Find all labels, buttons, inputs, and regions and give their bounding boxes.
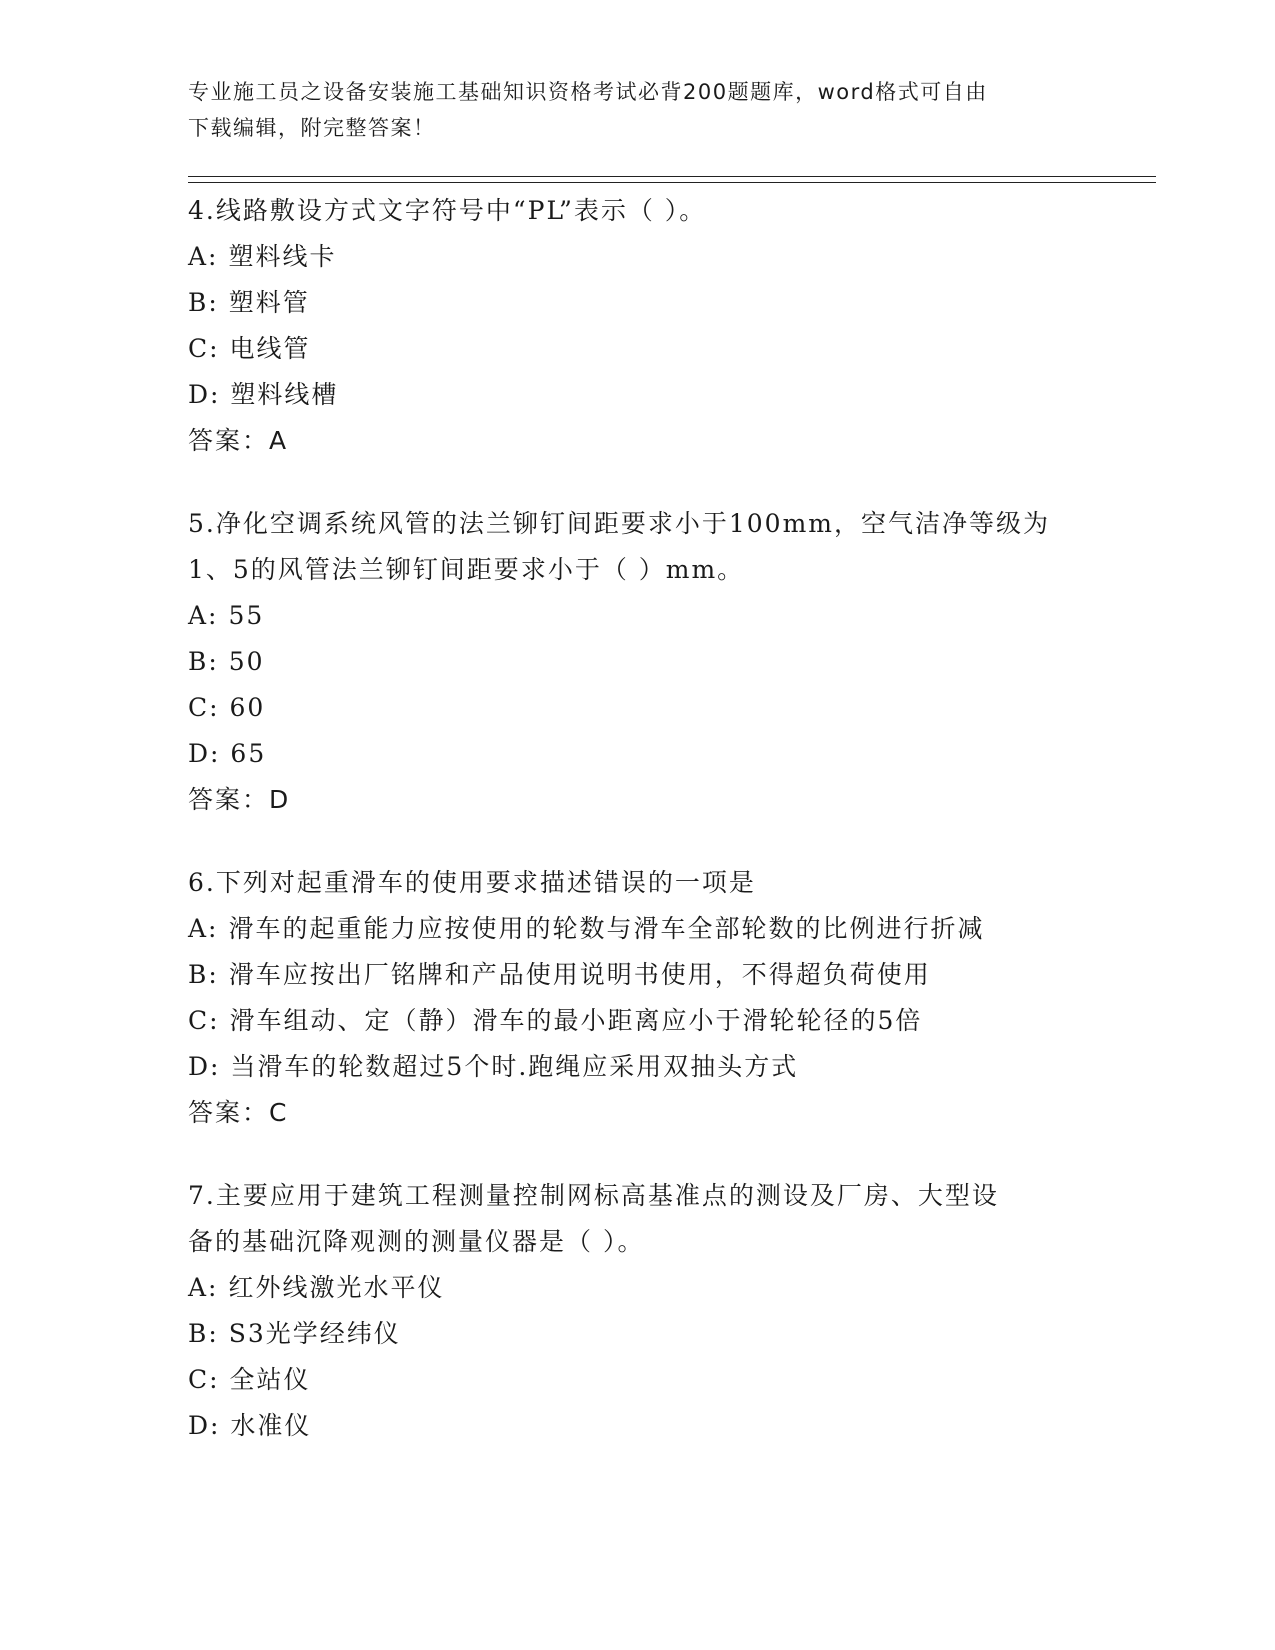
question-list bbox=[188, 188, 1088, 1486]
option-letter: C: bbox=[188, 334, 220, 363]
document-header bbox=[188, 74, 1068, 146]
answer-value: A bbox=[269, 426, 289, 455]
option-text: 60 bbox=[229, 693, 266, 722]
header-divider-bottom bbox=[188, 182, 1156, 183]
option-c bbox=[188, 1357, 1088, 1403]
option-letter: C: bbox=[188, 693, 220, 722]
option-letter: A: bbox=[188, 601, 219, 630]
header-divider-top bbox=[188, 176, 1156, 177]
question-stem: 4.线路敷设方式文字符号中“PL”表示（ ）。 bbox=[188, 196, 707, 225]
answer-label: 答案： bbox=[188, 785, 270, 814]
option-c bbox=[188, 685, 1088, 731]
option-b bbox=[188, 639, 1088, 685]
answer-value: D bbox=[269, 785, 291, 814]
option-letter: B: bbox=[188, 647, 219, 676]
option-letter: C: bbox=[188, 1006, 220, 1035]
option-text: 滑车组动、定（静）滑车的最小距离应小于滑轮轮径的5倍 bbox=[229, 1006, 923, 1035]
option-b bbox=[188, 952, 1088, 998]
option-a bbox=[188, 906, 1088, 952]
option-text: 塑料线卡 bbox=[228, 242, 337, 271]
option-text: 65 bbox=[230, 739, 267, 768]
option-text: 滑车的起重能力应按使用的轮数与滑车全部轮数的比例进行折减 bbox=[228, 914, 985, 943]
option-letter: A: bbox=[188, 914, 219, 943]
option-letter: C: bbox=[188, 1365, 220, 1394]
option-a bbox=[188, 593, 1088, 639]
option-text: 50 bbox=[228, 647, 265, 676]
question-5 bbox=[188, 501, 1088, 823]
option-letter: D: bbox=[188, 1411, 221, 1440]
option-text: 塑料线槽 bbox=[230, 380, 339, 409]
answer-label: 答案： bbox=[188, 1098, 270, 1127]
option-text: S3光学经纬仪 bbox=[228, 1319, 401, 1348]
option-letter: D: bbox=[188, 380, 221, 409]
option-letter: B: bbox=[188, 288, 219, 317]
option-letter: A: bbox=[188, 242, 219, 271]
option-text: 55 bbox=[228, 601, 265, 630]
option-d bbox=[188, 1044, 1088, 1090]
option-text: 电线管 bbox=[229, 334, 311, 363]
option-text: 塑料管 bbox=[228, 288, 310, 317]
question-stem-line-2: 备的基础沉降观测的测量仪器是（ ）。 bbox=[188, 1227, 645, 1256]
header-line-2: 下载编辑，附完整答案！ bbox=[188, 116, 436, 140]
option-letter: D: bbox=[188, 739, 221, 768]
question-stem-line-2: 1、5的风管法兰铆钉间距要求小于（ ）mm。 bbox=[188, 555, 745, 584]
option-d bbox=[188, 1403, 1088, 1449]
answer-line bbox=[188, 777, 1088, 823]
question-stem-line-1: 7.主要应用于建筑工程测量控制网标高基准点的测设及厂房、大型设 bbox=[188, 1181, 999, 1210]
answer-line bbox=[188, 1090, 1088, 1136]
option-text: 红外线激光水平仪 bbox=[228, 1273, 445, 1302]
option-text: 滑车应按出厂铭牌和产品使用说明书使用，不得超负荷使用 bbox=[228, 960, 931, 989]
option-letter: B: bbox=[188, 1319, 219, 1348]
option-a bbox=[188, 234, 1088, 280]
answer-label: 答案： bbox=[188, 426, 270, 455]
option-d bbox=[188, 731, 1088, 777]
option-text: 全站仪 bbox=[229, 1365, 311, 1394]
question-4 bbox=[188, 188, 1088, 464]
option-text: 水准仪 bbox=[230, 1411, 312, 1440]
question-stem-line-1: 5.净化空调系统风管的法兰铆钉间距要求小于100mm，空气洁净等级为 bbox=[188, 509, 1050, 538]
question-stem: 6.下列对起重滑车的使用要求描述错误的一项是 bbox=[188, 868, 756, 897]
option-c bbox=[188, 326, 1088, 372]
option-c bbox=[188, 998, 1088, 1044]
option-letter: B: bbox=[188, 960, 219, 989]
option-text: 当滑车的轮数超过5个时.跑绳应采用双抽头方式 bbox=[230, 1052, 799, 1081]
answer-line bbox=[188, 418, 1088, 464]
answer-value: C bbox=[269, 1098, 289, 1127]
option-b bbox=[188, 280, 1088, 326]
option-letter: A: bbox=[188, 1273, 219, 1302]
option-b bbox=[188, 1311, 1088, 1357]
option-d bbox=[188, 372, 1088, 418]
question-6 bbox=[188, 860, 1088, 1136]
header-line-1: 专业施工员之设备安装施工基础知识资格考试必背200题题库，word格式可自由 bbox=[188, 80, 988, 104]
option-a bbox=[188, 1265, 1088, 1311]
option-letter: D: bbox=[188, 1052, 221, 1081]
question-7 bbox=[188, 1173, 1088, 1449]
